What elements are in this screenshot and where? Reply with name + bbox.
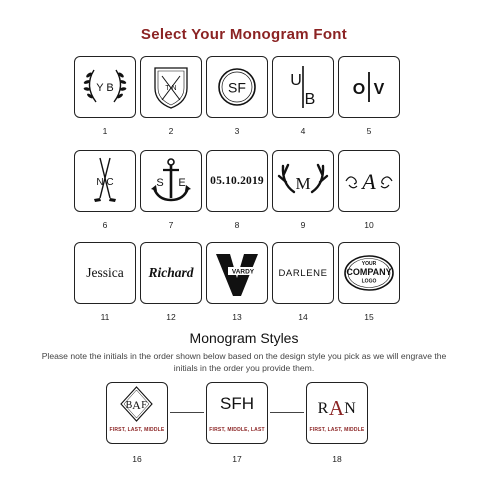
golf-clubs-icon [76,152,134,210]
font-sample-text: VARDY [231,268,255,276]
section-title: Monogram Styles [189,330,299,346]
font-option-8[interactable] [206,150,268,212]
font-option-11[interactable] [74,242,136,304]
font-number: 5 [366,126,372,136]
vertical-bar-icon [274,58,332,116]
antlers-icon [274,152,332,210]
font-option-4[interactable] [272,56,334,118]
font-option-2[interactable] [140,56,202,118]
font-sample-text: 05.10.2019 [210,175,264,187]
font-sample-text: M [295,174,311,193]
style-letter: A [328,396,345,420]
font-option-6[interactable] [74,150,136,212]
font-sample-text: O [352,81,366,98]
initials-order: FIRST, MIDDLE, LAST [209,427,265,433]
font-number: 3 [234,126,240,136]
style-option-17[interactable] [206,382,268,444]
style-letter: R [317,400,329,417]
style-letter: N [344,400,356,417]
font-sample-text: Y B [96,82,114,94]
style-letters: SFH [220,394,254,413]
page-title: Select Your Monogram Font [140,26,348,43]
style-option-18[interactable] [306,382,368,444]
font-number: 14 [298,312,308,322]
font-option-12[interactable] [140,242,202,304]
font-number: 2 [168,126,174,136]
anchor-icon [142,152,200,210]
initials-order: FIRST, LAST, MIDDLE [109,427,165,433]
font-number: 10 [364,220,374,230]
font-option-9[interactable] [272,150,334,212]
connector-line [170,412,204,413]
font-sample-text: YOUR [361,261,377,267]
font-number: 4 [300,126,306,136]
font-option-15[interactable] [338,242,400,304]
font-number: 11 [100,312,110,322]
font-sample-text: Richard [148,265,194,280]
circle-frame-icon [208,58,266,116]
font-sample-text: LOGO [361,278,377,285]
font-option-7[interactable] [140,150,202,212]
font-sample-text: N C [96,177,114,188]
font-number: 8 [234,220,240,230]
laurel-wreath-icon [76,58,134,116]
font-sample-text: E [178,177,186,189]
connector-line [270,412,304,413]
style-number: 18 [332,454,342,464]
style-letter: B [125,400,133,411]
oval-logo-icon [340,244,398,302]
font-sample-text: T N [165,85,177,92]
style-letters [307,383,366,425]
diamond-frame-icon [107,383,166,425]
initials-order: FIRST, LAST, MIDDLE [309,427,365,433]
font-sample-text: A [362,169,376,194]
font-sample-text: S [156,177,164,189]
font-option-10[interactable] [338,150,400,212]
style-number: 16 [132,454,142,464]
vertical-bar-icon [340,58,398,116]
font-sample-text: DARLENE [278,267,328,279]
style-letter: A [132,398,141,412]
style-option-16[interactable] [106,382,168,444]
font-number: 9 [300,220,306,230]
font-option-14[interactable] [272,242,334,304]
font-option-3[interactable] [206,56,268,118]
font-number: 13 [232,312,242,322]
font-number: 1 [102,126,108,136]
font-sample-text: U [290,72,302,89]
font-number: 12 [166,312,176,322]
font-sample-text: B [304,91,316,108]
font-sample-text: Jessica [86,265,124,280]
font-number: 15 [364,312,374,322]
font-sample-text: SF [228,79,246,96]
crest-shield-icon [142,58,200,116]
font-option-1[interactable] [74,56,136,118]
split-letter-icon [208,244,266,302]
font-number: 6 [102,220,108,230]
font-sample-text: COMPANY [346,267,392,277]
font-option-5[interactable] [338,56,400,118]
font-sample-text: V [373,81,385,98]
flourish-icon [340,152,398,210]
font-option-13[interactable] [206,242,268,304]
font-number: 7 [168,220,174,230]
style-letter: F [141,400,147,411]
style-number: 17 [232,454,242,464]
styles-note: Please note the initials in the order shown below based on the design style you pick as we will engrave the initials in the order you provide them. [41,351,447,373]
